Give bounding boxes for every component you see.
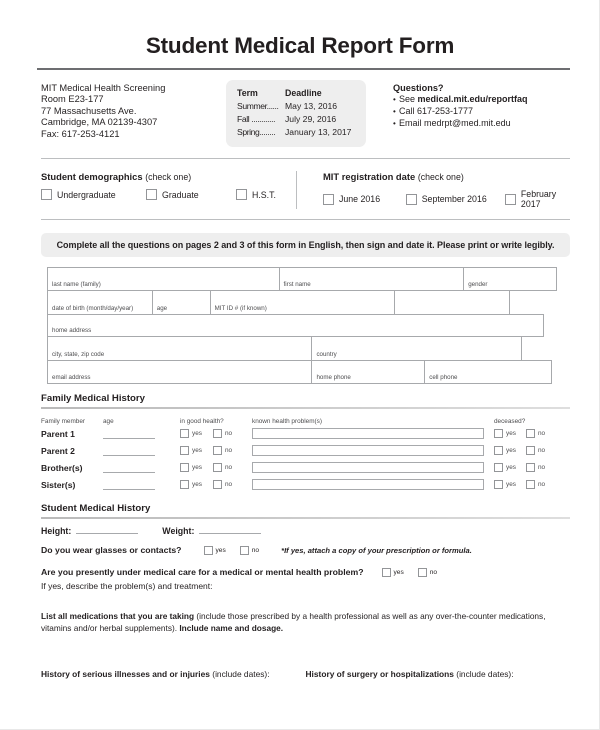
row-label: Parent 2	[41, 445, 75, 456]
checkbox-health-yes[interactable]	[180, 429, 202, 438]
header-good-health: in good health?	[180, 418, 224, 426]
field-cell-phone[interactable]	[425, 361, 552, 383]
deadline-column-header: Deadline	[285, 87, 322, 98]
registration-date-hint: (check one)	[417, 172, 464, 183]
registration-date-group	[299, 171, 572, 209]
registration-date-options	[323, 189, 572, 209]
field-date-of-birth[interactable]	[48, 291, 153, 314]
field-mit-id[interactable]	[211, 291, 396, 314]
row-deceased-choices	[484, 429, 570, 438]
checkbox-label: yes	[192, 464, 202, 472]
medications-detail: (include those prescribed by a health professional as well as any over-the-counter medications, vitamins and/or herbal supplements).	[41, 611, 546, 634]
text-input-box[interactable]	[252, 479, 484, 490]
checkbox-box-icon[interactable]	[213, 463, 222, 472]
checkbox-glasses-yes[interactable]	[204, 546, 226, 555]
checkbox-label: June 2016	[339, 194, 381, 205]
bottom-history-row	[41, 669, 570, 679]
student-demographics-label: Student demographics	[41, 171, 143, 183]
term-deadline: July 29, 2016	[285, 113, 337, 124]
checkbox-box-icon[interactable]	[213, 446, 222, 455]
checkbox-box-icon[interactable]	[406, 194, 417, 205]
grid-row-name	[47, 267, 557, 291]
checkbox-label: no	[251, 546, 260, 554]
grid-row-city-country	[47, 336, 522, 361]
family-history-rule	[41, 407, 570, 409]
clinic-address	[41, 83, 226, 141]
checkbox-box-icon[interactable]	[494, 480, 503, 489]
student-history-section-header	[41, 503, 570, 519]
medications-tail: Include name and dosage.	[179, 623, 284, 634]
row-problems-input[interactable]	[252, 479, 484, 490]
questions-faq-link[interactable]: medical.mit.edu/reportfaq	[417, 94, 528, 105]
questions-block	[393, 83, 528, 130]
field-country[interactable]	[312, 337, 522, 360]
demographics-divider	[41, 219, 570, 220]
term-deadline-table	[226, 80, 366, 148]
age-underline	[103, 489, 155, 490]
illness-history-column	[41, 669, 306, 679]
checkbox-deceased-yes[interactable]	[494, 429, 516, 438]
field-label: country	[316, 351, 337, 359]
field-last-name[interactable]	[48, 268, 280, 290]
checkbox-box-icon[interactable]	[180, 429, 189, 438]
checkbox-deceased-no[interactable]	[526, 463, 545, 472]
term-row	[237, 126, 366, 139]
checkbox-health-no[interactable]	[213, 463, 232, 472]
field-label: home phone	[316, 374, 351, 382]
checkbox-care-yes[interactable]	[382, 568, 404, 577]
title-divider	[37, 68, 570, 70]
age-underline	[103, 438, 155, 439]
checkbox-box-icon[interactable]	[505, 194, 516, 205]
checkbox-label: yes	[192, 481, 202, 489]
field-label: city, state, zip code	[52, 351, 105, 359]
term-column-header: Term	[237, 87, 258, 98]
checkbox-health-yes[interactable]	[180, 446, 202, 455]
field-gender[interactable]	[464, 268, 557, 290]
height-label: Height:	[41, 526, 72, 537]
checkbox-box-icon[interactable]	[180, 480, 189, 489]
checkbox-label: yes	[506, 430, 516, 438]
height-input[interactable]	[76, 533, 138, 534]
grid-row-contact	[47, 360, 552, 384]
checkbox-health-yes[interactable]	[180, 480, 202, 489]
age-underline	[103, 455, 155, 456]
field-label: home address	[52, 327, 92, 335]
header-known-problems: known health problem(s)	[252, 418, 322, 426]
personal-info-grid	[47, 267, 570, 384]
row-problems-input[interactable]	[252, 428, 484, 439]
checkbox-deceased-no[interactable]	[526, 480, 545, 489]
family-history-table	[41, 414, 570, 493]
checkbox-health-no[interactable]	[213, 429, 232, 438]
questions-item-email: • Email medrpt@med.mit.edu	[393, 118, 528, 130]
checkbox-label: H.S.T.	[252, 189, 276, 200]
checkbox-label: September 2016	[421, 194, 487, 205]
questions-item-phone: • Call 617-253-1777	[393, 106, 528, 118]
clinic-address-line: MIT Medical Health Screening	[41, 82, 166, 93]
checkbox-label: yes	[192, 430, 202, 438]
illness-history-hint: (include dates):	[209, 669, 270, 679]
table-row	[41, 442, 570, 459]
height-weight-row	[41, 526, 570, 536]
term-name: Summer......	[237, 100, 279, 111]
checkbox-deceased-no[interactable]	[526, 429, 545, 438]
checkbox-box-icon[interactable]	[204, 546, 213, 555]
row-health-choices	[180, 429, 252, 438]
checkbox-label: Undergraduate	[57, 189, 116, 200]
checkbox-box-icon[interactable]	[526, 446, 535, 455]
questions-item-prefix: See	[399, 94, 418, 105]
surgery-history-label: History of surgery or hospitalizations	[305, 669, 454, 679]
checkbox-glasses-no[interactable]	[240, 546, 259, 555]
checkbox-box-icon[interactable]	[494, 429, 503, 438]
checkbox-label: no	[224, 447, 233, 455]
glasses-question-row	[41, 545, 570, 555]
field-age[interactable]	[153, 291, 211, 314]
checkbox-label: yes	[192, 447, 202, 455]
weight-label: Weight:	[162, 526, 195, 537]
checkbox-label: Graduate	[162, 189, 199, 200]
header-divider	[41, 158, 570, 159]
clinic-address-line: Room E23-177	[41, 94, 104, 105]
checkbox-box-icon[interactable]	[526, 429, 535, 438]
checkbox-label: no	[224, 464, 233, 472]
page-title: Student Medical Report Form	[145, 33, 455, 58]
row-problems-input[interactable]	[252, 462, 484, 473]
checkbox-box-icon[interactable]	[494, 446, 503, 455]
term-row	[237, 113, 366, 126]
checkbox-box-icon[interactable]	[213, 429, 222, 438]
family-history-section-header	[41, 393, 570, 409]
term-deadline: May 13, 2016	[285, 100, 338, 111]
row-age-input[interactable]	[103, 463, 180, 473]
student-demographics-title	[41, 171, 299, 182]
field-home-phone[interactable]	[312, 361, 425, 383]
checkbox-box-icon[interactable]	[382, 568, 391, 577]
registration-date-title	[323, 171, 572, 182]
family-history-header-row	[41, 414, 570, 425]
checkbox-label: February 2017	[520, 189, 557, 210]
instruction-banner: Complete all the questions on pages 2 and 3 of this form in English, then sign and date it. Please print or write legibly.	[41, 233, 570, 257]
field-city-state-zip[interactable]	[48, 337, 312, 360]
checkbox-box-icon[interactable]	[41, 189, 52, 200]
checkbox-deceased-no[interactable]	[526, 446, 545, 455]
field-label: last name (family)	[52, 281, 101, 289]
checkbox-june-2016[interactable]	[323, 189, 406, 209]
checkbox-box-icon[interactable]	[146, 189, 157, 200]
glasses-question-label: Do you wear glasses or contacts?	[41, 545, 182, 556]
questions-list	[393, 94, 528, 129]
student-history-rule	[41, 517, 570, 519]
illness-history-label: History of serious illnesses and or injuries	[41, 669, 210, 679]
surgery-history-column	[306, 669, 571, 679]
row-health-choices	[180, 463, 252, 472]
checkbox-label: yes	[506, 447, 516, 455]
checkbox-label: no	[224, 430, 233, 438]
checkbox-label: yes	[506, 481, 516, 489]
field-birth-extra[interactable]	[395, 291, 510, 314]
row-deceased-choices	[484, 463, 570, 472]
term-name: Spring........	[237, 127, 276, 138]
checkbox-label: no	[537, 481, 546, 489]
questions-title: Questions?	[393, 82, 444, 93]
registration-date-label: MIT registration date	[323, 171, 416, 183]
row-age-input[interactable]	[103, 480, 180, 490]
medical-care-question-row	[41, 567, 570, 577]
term-table-header	[237, 87, 366, 100]
field-label: email address	[52, 374, 91, 382]
student-history-title: Student Medical History	[41, 503, 151, 515]
medical-care-question-label: Are you presently under medical care for a medical or mental health problem?	[41, 567, 364, 578]
student-demographics-hint: (check one)	[145, 172, 192, 183]
grid-row-home-address	[47, 314, 544, 337]
checkbox-label: no	[537, 447, 546, 455]
row-age-input[interactable]	[103, 429, 180, 439]
checkbox-deceased-yes[interactable]	[494, 463, 516, 472]
checkbox-box-icon[interactable]	[418, 568, 427, 577]
student-demographics-group	[41, 171, 299, 209]
checkbox-box-icon[interactable]	[236, 189, 247, 200]
checkbox-box-icon[interactable]	[240, 546, 249, 555]
checkbox-undergraduate[interactable]	[41, 189, 146, 200]
checkbox-label: yes	[215, 546, 226, 554]
term-name: Fall ............	[237, 113, 276, 124]
table-row	[41, 459, 570, 476]
field-email-address[interactable]	[48, 361, 312, 383]
checkbox-september-2016[interactable]	[406, 189, 505, 209]
row-label: Sister(s)	[41, 479, 76, 490]
term-row	[237, 100, 366, 113]
clinic-address-line: 77 Massachusetts Ave.	[41, 105, 137, 116]
checkbox-box-icon[interactable]	[180, 463, 189, 472]
checkbox-deceased-yes[interactable]	[494, 480, 516, 489]
checkbox-care-no[interactable]	[418, 568, 437, 577]
text-input-box[interactable]	[252, 428, 484, 439]
header-deceased: deceased?	[494, 418, 526, 426]
family-history-title: Family Medical History	[41, 393, 145, 405]
checkbox-health-no[interactable]	[213, 446, 232, 455]
row-label: Brother(s)	[41, 462, 83, 473]
checkbox-label: no	[429, 568, 438, 576]
table-row	[41, 476, 570, 493]
surgery-history-hint: (include dates):	[453, 669, 514, 679]
checkbox-label: no	[537, 430, 546, 438]
text-input-box[interactable]	[252, 462, 484, 473]
term-deadline: January 13, 2017	[285, 127, 352, 138]
checkbox-box-icon[interactable]	[494, 463, 503, 472]
checkbox-hst[interactable]	[236, 189, 276, 200]
weight-input[interactable]	[199, 533, 261, 534]
checkbox-label: no	[537, 464, 546, 472]
row-health-choices	[180, 480, 252, 489]
demographics-section	[41, 171, 570, 209]
clinic-address-line: Fax: 617-253-4121	[41, 128, 120, 139]
checkbox-box-icon[interactable]	[526, 463, 535, 472]
checkbox-label: no	[224, 481, 233, 489]
checkbox-february-2017[interactable]	[505, 189, 572, 209]
row-health-choices	[180, 446, 252, 455]
checkbox-health-yes[interactable]	[180, 463, 202, 472]
checkbox-box-icon[interactable]	[526, 480, 535, 489]
checkbox-box-icon[interactable]	[180, 446, 189, 455]
medications-paragraph	[41, 610, 570, 634]
table-row	[41, 425, 570, 442]
checkbox-box-icon[interactable]	[323, 194, 334, 205]
checkbox-health-no[interactable]	[213, 480, 232, 489]
questions-item-web	[393, 94, 528, 106]
field-label: date of birth (month/day/year)	[52, 305, 134, 313]
header-age: age	[103, 418, 114, 426]
field-label: age	[156, 305, 168, 313]
checkbox-label: yes	[506, 464, 516, 472]
row-label: Parent 1	[41, 428, 75, 439]
checkbox-graduate[interactable]	[146, 189, 236, 200]
field-label: MIT ID # (if known)	[214, 305, 267, 313]
grid-row-birth	[47, 290, 510, 315]
header-family-member: Family member	[41, 418, 86, 426]
field-label: cell phone	[429, 374, 458, 382]
student-demographics-options	[41, 189, 299, 200]
row-deceased-choices	[484, 446, 570, 455]
student-history-body	[41, 526, 570, 591]
field-home-address[interactable]	[48, 315, 544, 336]
field-label: first name	[283, 281, 311, 289]
medications-lead: List all medications that you are taking	[41, 611, 195, 621]
header-block	[41, 83, 570, 148]
field-first-name[interactable]	[280, 268, 465, 290]
checkbox-deceased-yes[interactable]	[494, 446, 516, 455]
field-label: gender	[468, 281, 488, 289]
glasses-note: *If yes, attach a copy of your prescription or formula.	[281, 545, 472, 555]
checkbox-box-icon[interactable]	[213, 480, 222, 489]
row-age-input[interactable]	[103, 446, 180, 456]
clinic-address-line: Cambridge, MA 02139-4307	[41, 117, 158, 128]
text-input-box[interactable]	[252, 445, 484, 456]
row-problems-input[interactable]	[252, 445, 484, 456]
medical-care-followup: If yes, describe the problem(s) and treatment:	[41, 581, 213, 592]
demographics-vertical-divider	[296, 171, 297, 209]
checkbox-label: yes	[393, 568, 404, 576]
age-underline	[103, 472, 155, 473]
row-deceased-choices	[484, 480, 570, 489]
